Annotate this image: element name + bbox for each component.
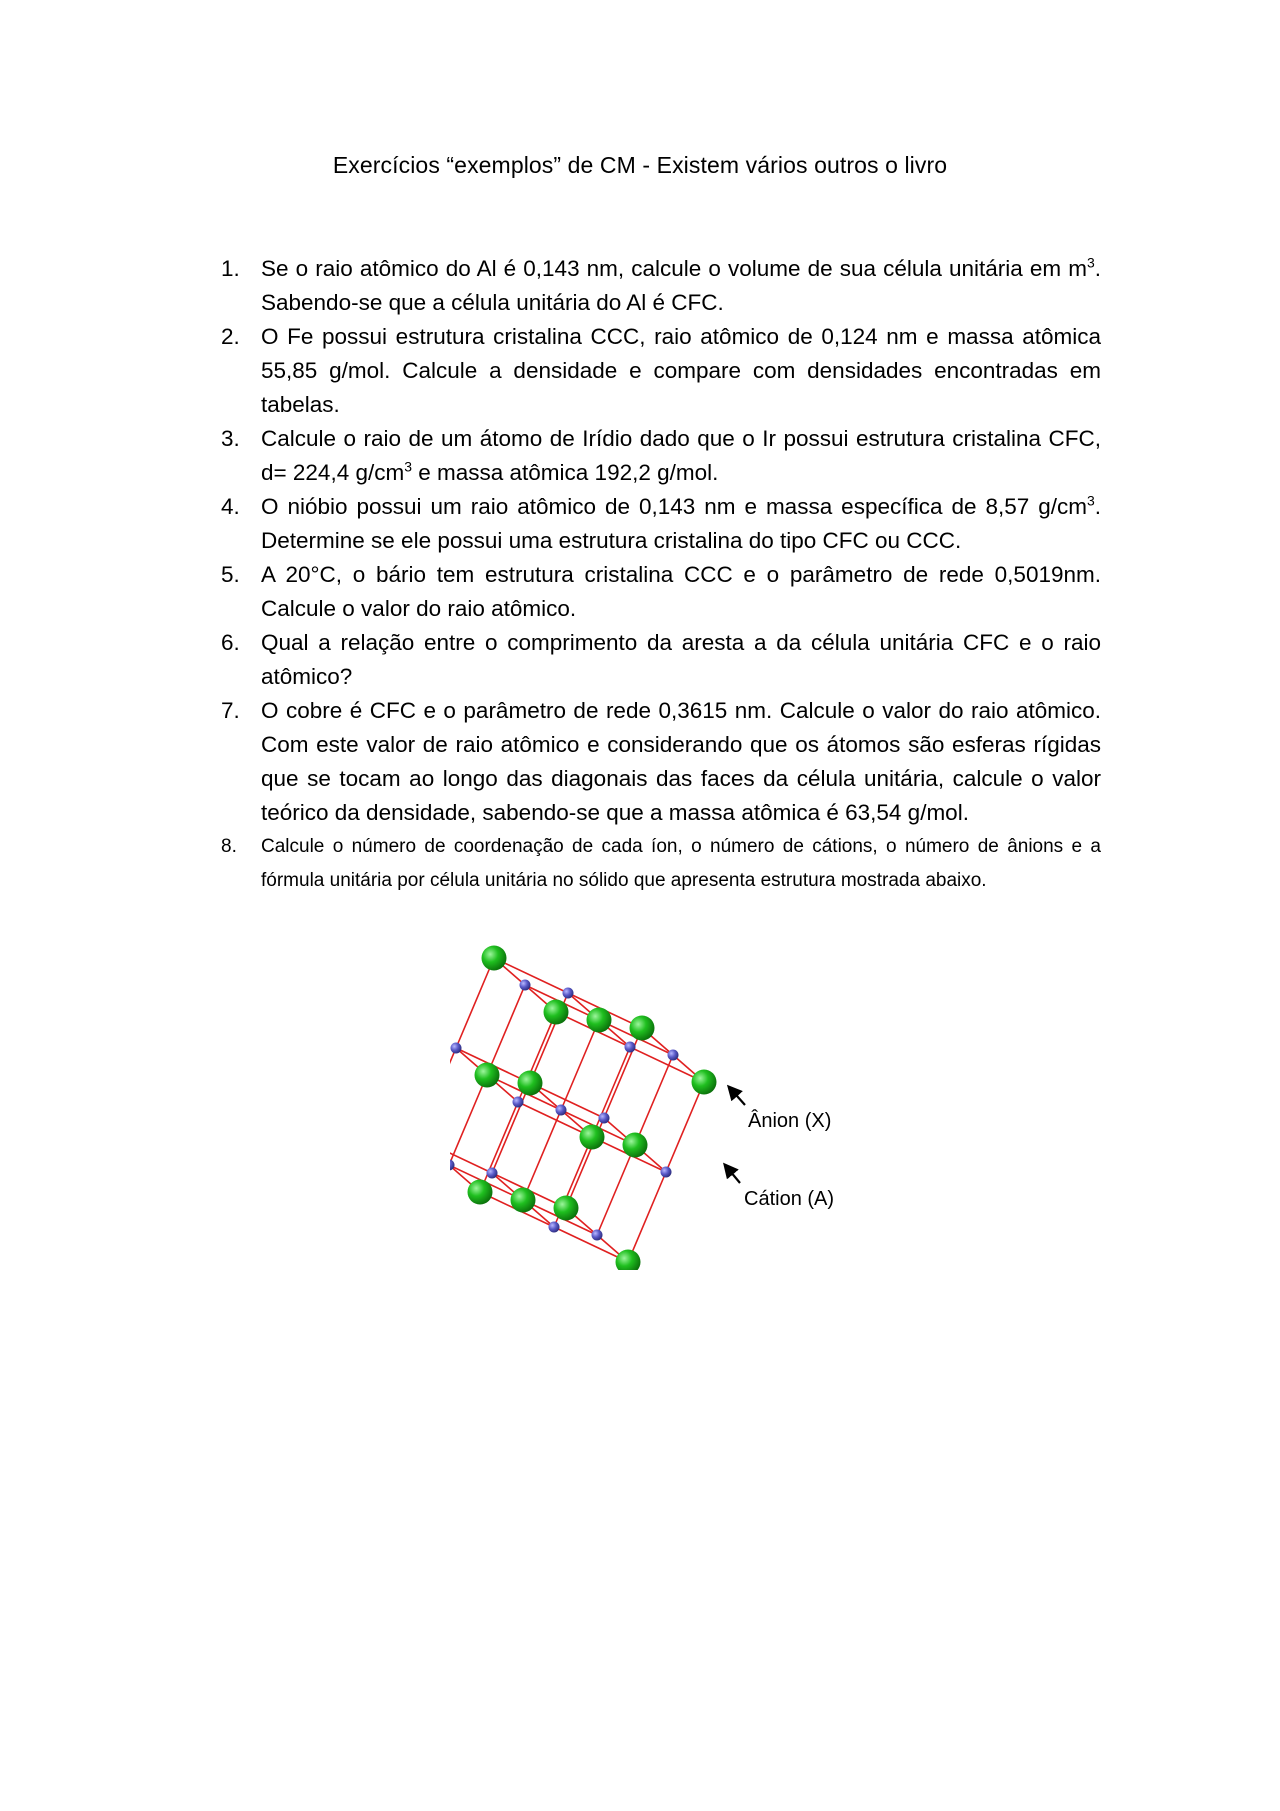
cation-atom xyxy=(625,1042,636,1053)
crystal-structure-diagram xyxy=(450,940,890,1270)
exercise-item-3 xyxy=(221,422,1101,490)
exercise-number: 3. xyxy=(221,426,240,451)
cation-atom xyxy=(513,1097,524,1108)
exercise-item-4 xyxy=(221,490,1101,558)
exercise-text: A 20°C, o bário tem estrutura cristalina CCC e o parâmetro de rede 0,5019nm. Calcule o valor do raio atômico. xyxy=(261,562,1101,621)
anion-atom xyxy=(518,1071,543,1096)
anion-atom xyxy=(580,1125,605,1150)
exercise-text: O cobre é CFC e o parâmetro de rede 0,3615 nm. Calcule o valor do raio atômico. Com este valor de raio atômico e considerando que os átomos são esferas rígidas que se tocam ao longo das diagonais das faces da célula unitária, calcule o valor teórico da densidade, sabendo-se que a massa atômica é 63,54 g/mol. xyxy=(261,698,1101,825)
exercise-item-1 xyxy=(221,252,1101,320)
cation-atom xyxy=(556,1105,567,1116)
crystal-structure-figure xyxy=(450,940,890,1270)
exercise-text-part: Se o raio atômico do Al é 0,143 nm, calcule o volume de sua célula unitária em m xyxy=(261,256,1087,281)
exercise-number: 1. xyxy=(221,256,240,281)
exercise-item-5 xyxy=(221,558,1101,626)
cation-arrow xyxy=(725,1165,740,1183)
cation-label: Cátion (A) xyxy=(744,1188,835,1210)
lattice-edge xyxy=(456,958,494,1048)
cation-atom xyxy=(549,1222,560,1233)
exercise-list xyxy=(221,252,1101,898)
exercise-item-8 xyxy=(221,830,1101,898)
anion-atom xyxy=(623,1133,648,1158)
document-title: Exercícios “exemplos” de CM - Existem vários outros o livro xyxy=(332,152,948,178)
exercise-text xyxy=(261,256,1101,315)
exercise-item-6 xyxy=(221,626,1101,694)
exercise-item-2 xyxy=(221,320,1101,422)
exercise-text: O Fe possui estrutura cristalina CCC, raio atômico de 0,124 nm e massa atômica 55,85 g/mol. Calcule a densidade e compare com densidades encontradas em tabelas. xyxy=(261,324,1101,417)
lattice-edge xyxy=(450,1048,456,1138)
cation-atom xyxy=(487,1168,498,1179)
cation-atom xyxy=(451,1043,462,1054)
exercise-item-7 xyxy=(221,694,1101,830)
exercise-number: 5. xyxy=(221,562,240,587)
superscript: 3 xyxy=(404,458,412,475)
exercise-text xyxy=(261,426,1101,485)
anion-atom xyxy=(554,1196,579,1221)
lattice-edge xyxy=(487,985,525,1075)
exercise-number: 4. xyxy=(221,494,240,519)
anion-arrow xyxy=(729,1087,745,1105)
superscript: 3 xyxy=(1086,254,1095,271)
exercise-text xyxy=(261,494,1101,553)
exercise-number: 2. xyxy=(221,324,240,349)
lattice-edge xyxy=(666,1082,704,1172)
exercise-text: Qual a relação entre o comprimento da aresta a da célula unitária CFC e o raio atômico? xyxy=(261,630,1101,689)
lattice-edge xyxy=(450,1075,487,1165)
anion-atom xyxy=(630,1016,655,1041)
exercise-number: 7. xyxy=(221,698,240,723)
exercise-number: 8. xyxy=(221,836,237,857)
lattice-edge xyxy=(628,1172,666,1262)
exercise-text-part: O nióbio possui um raio atômico de 0,143 nm e massa específica de 8,57 g/cm xyxy=(261,494,1087,519)
anion-atom xyxy=(587,1008,612,1033)
anion-label: Ânion (X) xyxy=(748,1110,832,1132)
cation-atom xyxy=(592,1230,603,1241)
exercise-text: Calcule o número de coordenação de cada íon, o número de cátions, o número de ânions e a fórmula unitária por célula unitária no sólido que apresenta estrutura mostrada abaixo. xyxy=(261,836,1101,891)
anion-atom xyxy=(544,1000,569,1025)
lattice-edges xyxy=(450,958,704,1262)
anion-atom xyxy=(475,1063,500,1088)
anion-atom xyxy=(468,1180,493,1205)
superscript: 3 xyxy=(1086,492,1095,509)
cation-atom xyxy=(661,1167,672,1178)
exercise-number: 6. xyxy=(221,630,240,655)
exercise-text-part: . Determine se ele possui uma estrutura cristalina do tipo CFC ou CCC. xyxy=(261,494,1101,553)
lattice-edge xyxy=(597,1145,635,1235)
cation-atom xyxy=(563,988,574,999)
cation-atom xyxy=(520,980,531,991)
cation-atom xyxy=(599,1113,610,1124)
lattice-edge xyxy=(635,1055,673,1145)
exercise-text-part: Calcule o raio de um átomo de Irídio dado que o Ir possui estrutura cristalina CFC, d= 224,4 g/cm xyxy=(261,426,1101,485)
anion-atom xyxy=(616,1250,641,1271)
anion-atom xyxy=(482,946,507,971)
exercise-text-part: e massa atômica 192,2 g/mol. xyxy=(411,460,719,485)
lattice-edge xyxy=(523,1110,561,1200)
cation-atom xyxy=(668,1050,679,1061)
anion-atom xyxy=(692,1070,717,1095)
anion-atom xyxy=(511,1188,536,1213)
lattice-edge xyxy=(561,1020,599,1110)
exercise-text-part: . Sabendo-se que a célula unitária do Al é CFC. xyxy=(261,256,1101,315)
